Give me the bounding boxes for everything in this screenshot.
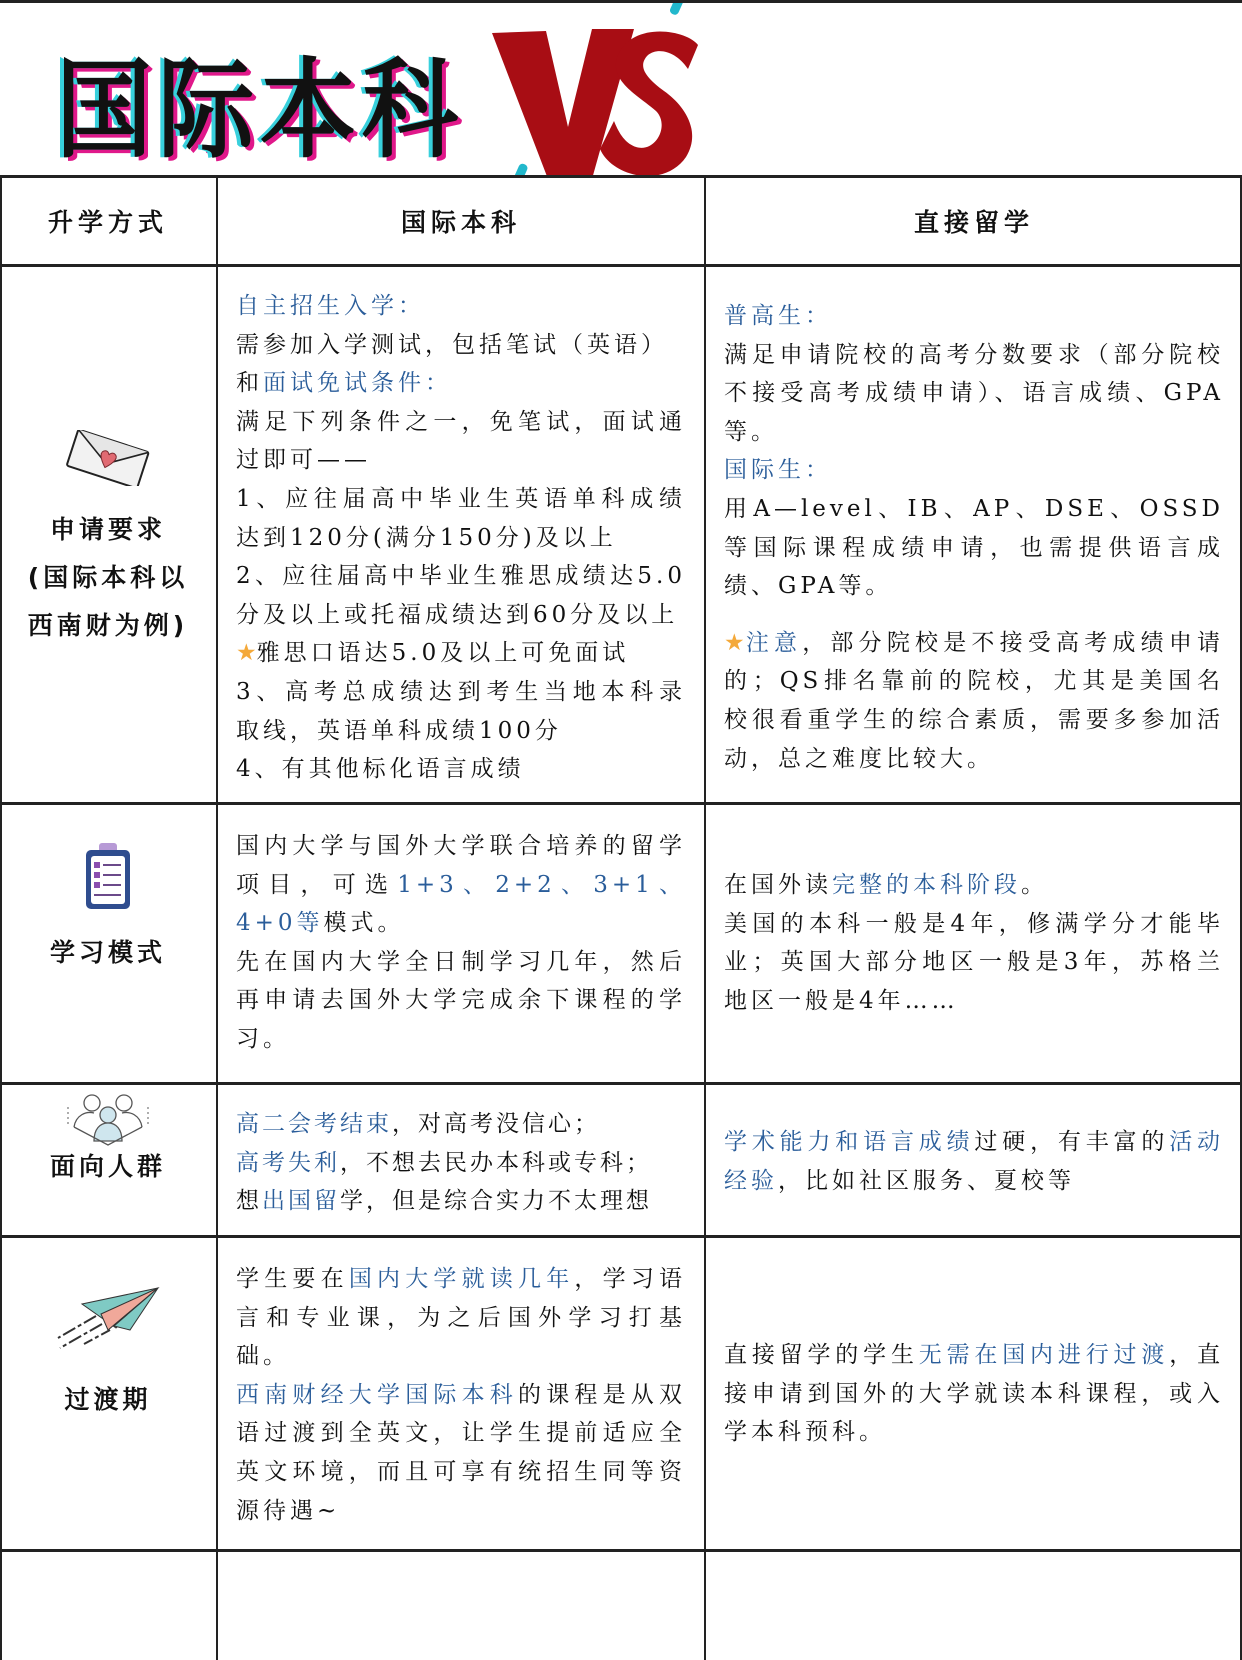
- table-row-study-mode: [0, 805, 1242, 1085]
- header-cell-direct: 直接留学: [913, 207, 1034, 237]
- direct-audience-text: [706, 1085, 1242, 1200]
- paragraph: [724, 297, 1224, 336]
- body-text: 用A—level、IB、AP、DSE、OSSD等国际课程成绩申请，也需提供语言成绩、GPA等。: [724, 495, 1224, 600]
- body-text: 想: [236, 1188, 262, 1215]
- direct-cell: [706, 805, 1242, 1082]
- body-text: 的课程是从双语过渡到全英文，让学生提前适应全英文环境，而且可享有统招生同等资源待遇~: [236, 1381, 687, 1524]
- paragraph: [236, 673, 686, 750]
- body-text: 4、有其他标化语言成绩: [236, 756, 525, 783]
- body-text: 过硬，有丰富的: [974, 1129, 1170, 1155]
- paragraph: [236, 1105, 686, 1144]
- paragraph: [236, 943, 686, 1059]
- intl-transition-text: [218, 1238, 704, 1530]
- paragraph: [236, 1144, 686, 1183]
- vs-logo-icon: [488, 19, 708, 178]
- paragraph: [724, 336, 1224, 452]
- paragraph: [724, 866, 1224, 905]
- highlight-text: 自主招生入学：: [236, 293, 425, 319]
- body-text: ，对高考没信心；: [392, 1111, 600, 1137]
- intl-cell: [218, 1085, 706, 1235]
- paper-plane-icon: [56, 1286, 160, 1354]
- intl-audience-text: [218, 1085, 704, 1221]
- intl-cell: [218, 805, 706, 1082]
- highlight-text: 完整的本科阶段: [832, 872, 1021, 898]
- intl-cell: [218, 1552, 706, 1660]
- body-text: 2、应往届高中毕业生雅思成绩达5.0分及以上或托福成绩达到60分及以上: [236, 563, 686, 628]
- highlight-text: 普高生：: [724, 303, 832, 329]
- title-banner: [0, 0, 1242, 178]
- row-label-cell: 学习模式: [0, 805, 218, 1082]
- paragraph: [724, 451, 1224, 490]
- row-label-cell: [0, 1552, 218, 1660]
- body-text: 1、应往届高中毕业生英语单科成绩达到120分(满分150分)及以上: [236, 485, 686, 551]
- highlight-text: 出国留: [262, 1188, 340, 1215]
- direct-transition-text: [706, 1238, 1242, 1452]
- body-text: 直接留学的学生: [724, 1342, 919, 1368]
- star-icon: ★: [724, 629, 746, 656]
- intl-cell: [218, 1238, 706, 1549]
- people-group-icon: [66, 1093, 150, 1147]
- highlight-text: 无需在国内进行过渡: [918, 1342, 1170, 1368]
- highlight-text: 国际生：: [724, 457, 832, 484]
- highlight-text: 面试免试条件：: [263, 370, 452, 397]
- highlight-text: 高考失利: [236, 1149, 340, 1176]
- paragraph: [236, 557, 686, 634]
- table-row-transition: [0, 1238, 1242, 1552]
- body-text: 先在国内大学全日制学习几年，然后再申请去国外大学完成余下课程的学习。: [236, 948, 686, 1052]
- row-label-cell: 过渡期: [0, 1238, 218, 1549]
- row-label-cell: 申请要求 (国际本科以 西南财为例): [0, 267, 218, 802]
- header-cell-intl: 国际本科: [218, 177, 706, 264]
- body-text: 满足申请院校的高考分数要求（部分院校不接受高考成绩申请）、语言成绩、GPA等。: [724, 341, 1224, 445]
- row-label-cell: 面向人群: [0, 1085, 218, 1235]
- header-cell-method: 升学方式: [0, 177, 218, 264]
- highlight-text: 高二会考结束: [236, 1111, 392, 1137]
- paragraph: [724, 905, 1224, 1021]
- body-text: ，比如社区服务、夏校等: [778, 1167, 1075, 1194]
- paragraph: [236, 1376, 686, 1530]
- body-text: 和: [236, 370, 263, 397]
- body-text: 需参加入学测试，包括笔试（英语）: [236, 331, 668, 358]
- paragraph: [236, 287, 686, 326]
- body-text: ，学习语言和专业课，为之后国外学习打基础。: [236, 1266, 687, 1370]
- paragraph: [236, 1260, 686, 1376]
- body-text: ，不想去民办本科或专科；: [340, 1149, 652, 1176]
- table-row-target-audience: [0, 1085, 1242, 1238]
- body-text: ，部分院校是不接受高考成绩申请的；QS排名靠前的院校，尤其是美国名校很看重学生的综合素质，需要多参加活动，总之难度比较大。: [724, 629, 1225, 772]
- body-text: 学，但是综合实力不太理想: [340, 1188, 652, 1215]
- direct-requirements-text: [706, 267, 1242, 778]
- clipboard-checklist-icon: [83, 841, 133, 911]
- highlight-text: 西南财经大学国际本科: [236, 1381, 518, 1408]
- body-text: 满足下列条件之一，免笔试，面试通过即可——: [236, 408, 686, 474]
- direct-cell: [706, 267, 1242, 802]
- intl-study-mode-text: [218, 805, 704, 1059]
- direct-study-mode-text: [706, 805, 1242, 1020]
- paragraph: [724, 490, 1224, 606]
- paragraph: [236, 1182, 686, 1221]
- paragraph: [724, 624, 1224, 778]
- paragraph: [236, 326, 686, 365]
- paragraph: [236, 634, 686, 673]
- body-text: 。: [1021, 872, 1048, 898]
- direct-cell: [706, 1238, 1242, 1549]
- table-header-row: [0, 177, 1242, 267]
- title-international-undergrad: 国际本科: [56, 47, 464, 173]
- body-text: 美国的本科一般是4年，修满学分才能毕业；英国大部分地区一般是3年，苏格兰地区一般是4年……: [724, 910, 1224, 1014]
- direct-cell: [706, 1085, 1242, 1235]
- paragraph: [236, 750, 686, 789]
- paragraph: [236, 403, 686, 480]
- body-text: 学生要在: [236, 1266, 349, 1292]
- highlight-text: 1+3、2+2、3+1、4+0等: [236, 871, 686, 937]
- body-text: 模式。: [323, 910, 405, 937]
- table-row-requirements: [0, 267, 1242, 805]
- direct-cell: [706, 1552, 1242, 1660]
- table-row-partial: [0, 1552, 1242, 1660]
- body-text: 在国外读: [724, 872, 832, 898]
- paragraph: [724, 1123, 1224, 1200]
- highlight-text: 注意: [745, 629, 803, 656]
- paragraph: [236, 827, 686, 943]
- intl-cell: [218, 267, 706, 802]
- paragraph: [724, 1336, 1224, 1452]
- highlight-text: 学术能力和语言成绩: [724, 1129, 975, 1155]
- envelope-heart-icon: [65, 430, 151, 486]
- paragraph: [236, 480, 686, 557]
- intl-requirements-text: [218, 267, 704, 789]
- paragraph: [236, 364, 686, 403]
- highlight-text: 国内大学就读几年: [348, 1266, 575, 1292]
- body-text: ，直接申请到国外的大学就读本科课程，或入学本科预科。: [724, 1342, 1225, 1446]
- decorative-slash-top: [669, 0, 685, 16]
- body-text: 国内大学与国外大学联合培养的留学项目，可选: [236, 833, 686, 898]
- body-text: 雅思口语达5.0及以上可免面试: [256, 640, 630, 667]
- body-text: 3、高考总成绩达到考生当地本科录取线，英语单科成绩100分: [236, 678, 686, 744]
- star-icon: ★: [236, 640, 257, 667]
- highlight-text: 活动经验: [724, 1129, 1225, 1194]
